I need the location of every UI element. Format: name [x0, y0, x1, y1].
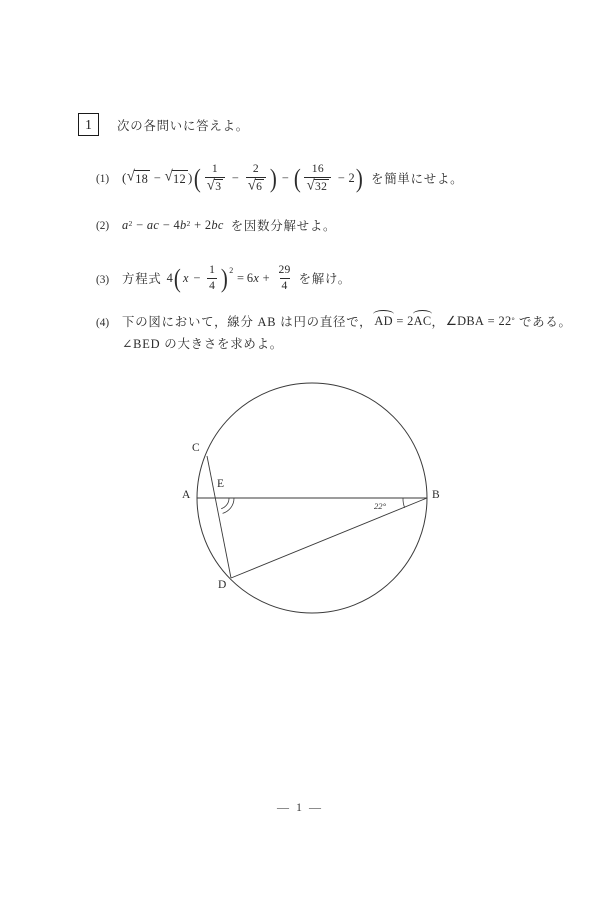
question-3-label: (3): [96, 274, 110, 287]
question-2: [96, 216, 336, 234]
angle-bed-arc-outer-icon: [223, 498, 234, 513]
term-a: a: [122, 217, 129, 232]
figure-point-label-a: A: [182, 489, 191, 501]
fraction-denominator: 4: [209, 278, 216, 292]
term-bc: bc: [211, 217, 224, 232]
question-1-instruction: を簡単にせよ。: [371, 172, 464, 187]
question-4: [96, 312, 572, 330]
sqrt-18-radicand: 18: [135, 171, 149, 186]
plus-operator: +: [262, 270, 270, 285]
sqrt-12-radicand: 12: [173, 171, 187, 186]
minus-operator: −: [193, 270, 201, 285]
variable-x: x: [253, 270, 260, 285]
arc-ad: [374, 313, 393, 329]
binomial-group: ( x − $\frac{1}{4}$ ) 2: [173, 263, 234, 294]
arc-ac-label: AC: [413, 314, 432, 328]
question-3-expression: [122, 264, 351, 292]
constant-2: 2: [348, 170, 356, 185]
figure-point-label-b: B: [432, 489, 440, 501]
arc-ac: [414, 313, 432, 329]
term-b: b: [180, 217, 187, 232]
sqrt-12: [164, 170, 188, 187]
minus-operator: −: [136, 217, 144, 232]
fraction-1-over-4: [207, 264, 217, 292]
equals-sign: =: [237, 270, 245, 285]
minus-operator: −: [162, 217, 170, 232]
fraction-numerator: 1: [209, 263, 216, 276]
group-3: ( 16 √ 32 − 2 ): [293, 162, 364, 194]
question-4-line2: ∠BED の大きさを求めよ。: [122, 337, 283, 351]
exponent-2: 2: [229, 265, 234, 275]
radical-sign-icon: √: [206, 177, 216, 194]
minus-operator: −: [281, 170, 290, 185]
fraction-denominator: [304, 177, 331, 194]
circle-diagram-svg: [170, 368, 460, 624]
angle-dba-arc-icon: [403, 498, 405, 508]
fraction-denominator: [246, 177, 267, 194]
fraction-numerator: 2: [252, 162, 259, 175]
segment-cd-chord: [207, 456, 231, 578]
question-3-instruction: を解け。: [298, 272, 351, 287]
figure-point-label-d: D: [218, 579, 227, 591]
fraction-denominator: [205, 177, 226, 194]
coefficient-4: 4: [173, 217, 180, 232]
radical-sign-icon: √: [164, 168, 174, 185]
angle-value-22: 22: [498, 313, 512, 328]
fraction-29-over-4: [276, 264, 292, 292]
question-3: [96, 264, 351, 292]
question-2-label: (2): [96, 219, 110, 232]
fraction-numerator: 29: [278, 263, 291, 276]
arc-ad-label: AD: [374, 314, 393, 328]
radical-sign-icon: √: [126, 168, 136, 185]
figure-angle-label-22deg: 22°: [374, 501, 387, 511]
fraction-1-over-sqrt3: [205, 163, 226, 194]
figure-point-label-c: C: [192, 442, 200, 454]
question-1-expression: ( √ 18 − √ 12 ) ( 1 √ 3 − 2 √ 6 ) − ( 16 √ 32 − 2 ) を簡単にせよ。: [122, 162, 464, 194]
question-4-line1-post: である。: [518, 315, 572, 329]
coefficient-4: 4: [166, 270, 174, 285]
figure-point-label-e: E: [217, 478, 225, 490]
term-ac: ac: [146, 217, 160, 232]
minus-operator: −: [153, 170, 161, 185]
problem-number-box: 1: [78, 113, 99, 136]
fraction-numerator: 16: [311, 162, 324, 175]
arc-overline-icon: [413, 310, 433, 315]
sqrt-18: [127, 170, 151, 187]
question-4-label: (4): [96, 317, 110, 329]
angle-dba-label: ∠DBA: [445, 314, 485, 328]
fraction-numerator: 1: [211, 162, 219, 175]
radical-sign-icon: √: [247, 177, 257, 194]
arc-overline-icon: [373, 310, 394, 315]
sqrt-3: [207, 179, 224, 194]
multiplier-2: 2: [407, 313, 414, 328]
fraction-16-over-sqrt32: [304, 163, 331, 194]
sqrt-6: [248, 179, 265, 194]
fraction-denominator: 4: [281, 278, 288, 292]
equals-sign: =: [487, 313, 495, 328]
variable-x: x: [183, 270, 189, 285]
coefficient-6: 6: [246, 270, 254, 285]
question-1: [96, 163, 463, 194]
question-4-line1-pre: 下の図において，線分 AB は円の直径で，: [122, 315, 373, 329]
group-2: ( 1 √ 3 − 2 √ 6 ): [193, 162, 278, 194]
fraction-2-over-sqrt6: [246, 163, 267, 194]
geometry-figure: [170, 368, 460, 624]
sqrt-3-radicand: 3: [215, 179, 222, 193]
page-number-footer: — 1 —: [277, 800, 323, 814]
plus-operator: +: [194, 217, 202, 232]
coefficient-2: 2: [204, 217, 212, 232]
question-2-expression: a $^2$ − ac − 4 b $^2$ + 2 bc を因数分解せよ。: [122, 217, 337, 233]
sqrt-32: [306, 179, 329, 194]
segment-db-chord: [231, 498, 427, 578]
equals-sign: =: [396, 313, 404, 328]
question-1-label: (1): [96, 173, 110, 186]
comma-separator: ，: [431, 315, 445, 329]
question-2-instruction: を因数分解せよ。: [230, 219, 337, 233]
angle-bed-arc-inner-icon: [221, 498, 229, 509]
problem-header: [78, 113, 249, 136]
minus-operator: −: [337, 170, 346, 185]
minus-operator: −: [231, 170, 240, 185]
problem-instruction: 次の各問いに答えよ。: [117, 118, 249, 133]
sqrt-32-radicand: 32: [315, 179, 328, 193]
sqrt-6-radicand: 6: [256, 179, 263, 193]
question-4-statement: 下の図において，線分 AB は円の直径で， AD = 2 AC ， ∠DBA = 22 ° である。: [122, 312, 572, 330]
question-3-lead-in: 方程式: [122, 272, 162, 287]
radical-sign-icon: √: [306, 177, 316, 194]
